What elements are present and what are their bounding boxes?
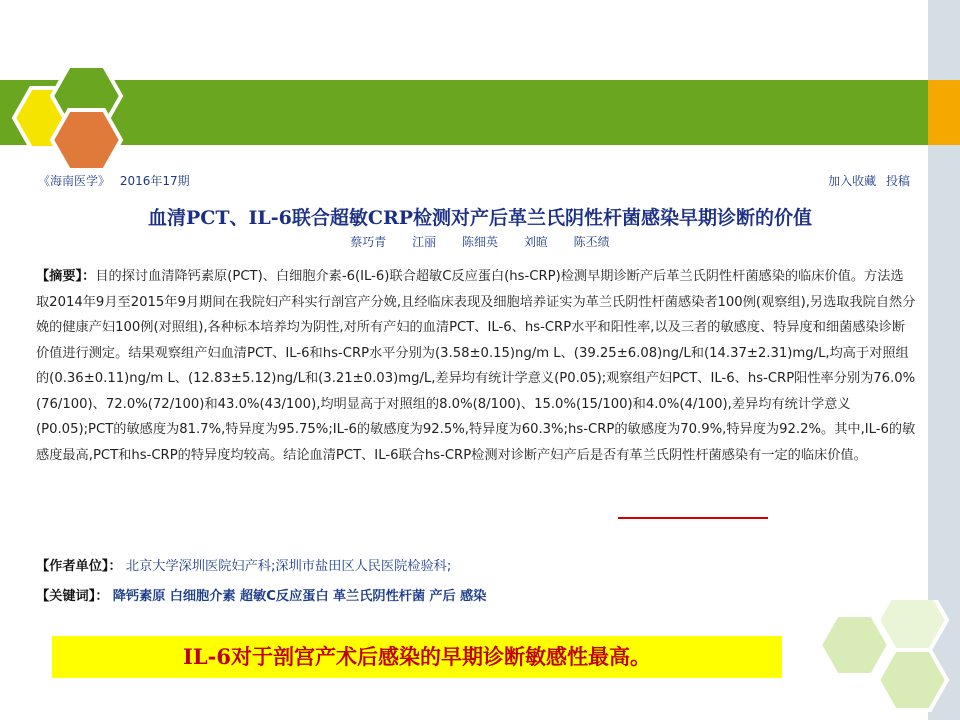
- author-link[interactable]: 刘暄: [523, 235, 548, 249]
- keyword-link[interactable]: 降钙素原: [112, 589, 166, 604]
- submit-link[interactable]: 投稿: [885, 174, 910, 188]
- keywords-label: 【关键词】：: [36, 589, 109, 604]
- keyword-link[interactable]: 白细胞介素: [169, 589, 236, 604]
- affiliation-row: [36, 555, 451, 574]
- conclusion-callout: IL-6对于剖宫产术后感染的早期诊断敏感性最高。: [52, 636, 782, 678]
- keyword-link[interactable]: 革兰氏阴性杆菌: [332, 589, 426, 604]
- abstract-text: 目的探讨血清降钙素原(PCT)、白细胞介素-6(IL-6)联合超敏C反应蛋白(hs-CRP)检测早期诊断产后革兰氏阴性杆菌感染的临床价值。方法选取2014年9月至2015年9月期间在我院妇产科实行剖宫产分娩,且经临床表现及细胞培养证实为革兰氏阴性杆菌感染者100例(观察组),另选取我院自然分娩的健康产妇100例(对照组),各种标本培养均为阴性,对所有产妇的血清PCT、IL-6、hs-CRP水平和阳性率,以及三者的敏感度、特异度和细菌感染诊断价值进行测定。结果观察组产妇血清PCT、IL-6和hs-CRP水平分别为(3.58±0.15)ng/m L、(39.25±6.08)ng/L和(14.37±2.31)mg/L,均高于对照组的(0.36±0.11)ng/m L、(12.83±5.12)ng/L和(3.21±0.03)mg/L,差异均有统计学意义(P0.05);观察组产妇PCT、IL-6、hs-CRP阳性率分别为76.0%(76/100)、72.0%(72/100)和43.0%(43/100),均明显高于对照组的8.0%(8/100)、15.0%(15/100)和4.0%(4/100),差异均有统计学意义(P0.05);PCT的敏感度为81.7%,特异度为95.75%;IL-6的敏感度为92.5%,特异度为60.3%;hs-CRP的敏感度为70.9%,特异度为92.2%。其中: [36, 269, 916, 437]
- right-accent-tab: [928, 80, 960, 145]
- hexagon-logo-cluster: [0, 0, 140, 170]
- author-link[interactable]: 蔡巧青: [350, 235, 387, 249]
- decorative-hexagons: [810, 600, 960, 720]
- add-favorite-link[interactable]: 加入收藏: [828, 174, 877, 188]
- hexagon-light-3: [878, 650, 947, 710]
- author-list: [0, 233, 960, 250]
- keywords-row: [36, 585, 486, 604]
- hexagon-orange: [52, 110, 121, 170]
- affiliation-value[interactable]: 北京大学深圳医院妇产科;深圳市盐田区人民医院检验科;: [125, 559, 452, 574]
- journal-source: [38, 172, 190, 189]
- keyword-link[interactable]: 超敏C反应蛋白: [239, 589, 329, 604]
- author-link[interactable]: 陈丕绩: [573, 235, 610, 249]
- keyword-link[interactable]: 感染: [459, 589, 487, 604]
- abstract-block: [36, 264, 916, 468]
- article-actions: [822, 172, 910, 189]
- affiliation-label: 【作者单位】：: [36, 559, 122, 574]
- author-link[interactable]: 陈细英: [461, 235, 498, 249]
- highlight-underline: [618, 517, 768, 519]
- article-title: 血清PCT、IL-6联合超敏CRP检测对产后革兰氏阴性杆菌感染早期诊断的价值: [147, 207, 813, 229]
- abstract-highlight: ,IL-6的敏感度最高: [36, 422, 916, 463]
- journal-name[interactable]: 《海南医学》: [38, 174, 111, 188]
- journal-issue[interactable]: 2016年17期: [119, 174, 190, 188]
- abstract-text-end: ,PCT和hs-CRP的特异度均较高。结论血清PCT、IL-6联合hs-CRP检测对诊断产妇产后是否有革兰氏阴性杆菌感染有一定的临床价值。: [88, 447, 867, 463]
- keyword-link[interactable]: 产后: [429, 589, 456, 604]
- author-link[interactable]: 江丽: [412, 235, 437, 249]
- abstract-label: 【摘要】：: [36, 269, 96, 284]
